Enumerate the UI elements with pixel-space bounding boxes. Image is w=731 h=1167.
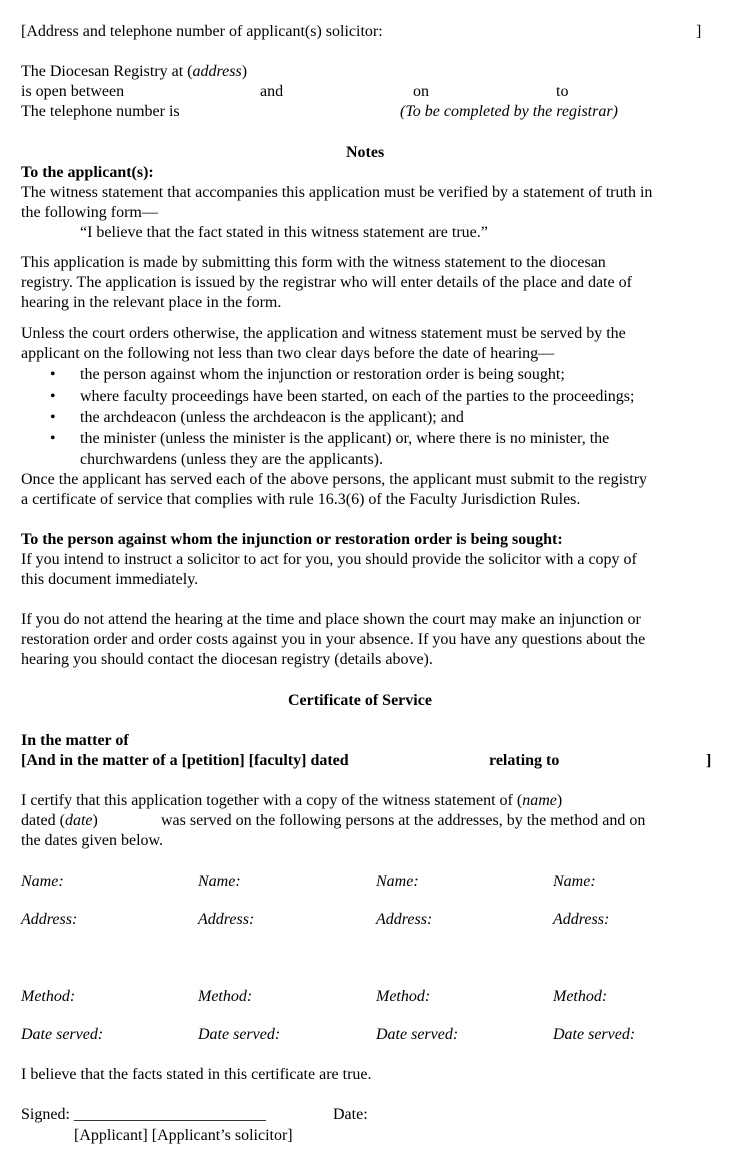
applicant-heading: To the applicant(s): — [21, 164, 154, 181]
statement-of-truth-quote: “I believe that the fact stated in this witness statement are true.” — [80, 224, 488, 241]
certify-line: I certify that this application together with a copy of the witness statement of (name) — [21, 792, 563, 809]
non-attendance-line: hearing you should contact the diocesan registry (details above). — [21, 651, 433, 668]
person-advice-line: If you intend to instruct a solicitor to act for you, you should provide the solicitor with a copy of — [21, 551, 637, 568]
date-served-label: Date served: — [376, 1026, 459, 1043]
application-made-line: registry. The application is issued by the registrar who will enter details of the place and date of — [21, 274, 632, 291]
solicitor-line: [Address and telephone number of applicant(s) solicitor: — [21, 23, 383, 40]
relating-to: relating to — [489, 752, 560, 769]
served-text: was served on the following persons at the addresses, by the method and on — [161, 812, 646, 829]
address-label: Address: — [21, 911, 78, 928]
registry-and: and — [260, 83, 284, 100]
signature-line: Signed: ________________________ — [21, 1106, 266, 1123]
service-requirement-line: applicant on the following not less than two clear days before the date of hearing— — [21, 345, 555, 362]
bullet-icon: • — [50, 366, 56, 383]
matter-close-bracket: ] — [706, 752, 712, 769]
certificate-truth-statement: I believe that the facts stated in this certificate are true. — [21, 1066, 372, 1083]
non-attendance-line: restoration order and order costs against you in your absence. If you have any questions about the — [21, 631, 646, 648]
non-attendance-line: If you do not attend the hearing at the time and place shown the court may make an injunction or — [21, 611, 641, 628]
certificate-requirement-line: Once the applicant has served each of the above persons, the applicant must submit to the registry — [21, 471, 648, 488]
name-label: Name: — [553, 873, 596, 890]
registry-telephone: The telephone number is — [21, 103, 180, 120]
address-label: Address: — [198, 911, 255, 928]
person-advice-line: this document immediately. — [21, 571, 199, 588]
certificate-title: Certificate of Service — [288, 692, 432, 709]
method-label: Method: — [21, 988, 76, 1005]
registry-to: to — [556, 83, 569, 100]
address-label: Address: — [553, 911, 610, 928]
method-label: Method: — [376, 988, 431, 1005]
name-label: Name: — [198, 873, 241, 890]
registry-on: on — [413, 83, 429, 100]
bullet-icon: • — [50, 430, 56, 447]
certificate-requirement-line: a certificate of service that complies with rule 16.3(6) of the Faculty Jurisdiction Rules. — [21, 491, 581, 508]
notes-title: Notes — [346, 144, 385, 161]
witness-text-line: the following form— — [21, 204, 158, 221]
witness-text-line: The witness statement that accompanies this application must be verified by a statement of truth in — [21, 184, 653, 201]
bullet-item: the archdeacon (unless the archdeacon is the applicant); and — [80, 409, 464, 426]
date-label: Date: — [333, 1106, 368, 1123]
date-served-label: Date served: — [21, 1026, 104, 1043]
bullet-item-continuation: churchwardens (unless they are the applicants). — [80, 451, 383, 468]
method-label: Method: — [198, 988, 253, 1005]
address-label: Address: — [376, 911, 433, 928]
certify-line: the dates given below. — [21, 832, 164, 849]
bullet-item: the minister (unless the minister is the applicant) or, where there is no minister, the — [80, 430, 610, 447]
solicitor-close-bracket: ] — [696, 23, 702, 40]
dated-line: dated (date) — [21, 812, 98, 829]
bullet-item: where faculty proceedings have been started, on each of the parties to the proceedings; — [80, 388, 635, 405]
application-made-line: hearing in the relevant place in the form. — [21, 294, 282, 311]
name-label: Name: — [21, 873, 64, 890]
bullet-icon: • — [50, 409, 56, 426]
person-heading: To the person against whom the injunction or restoration order is being sought: — [21, 531, 563, 548]
date-served-label: Date served: — [198, 1026, 281, 1043]
bullet-icon: • — [50, 388, 56, 405]
method-label: Method: — [553, 988, 608, 1005]
date-served-label: Date served: — [553, 1026, 636, 1043]
registry-address-line: The Diocesan Registry at (address) — [21, 63, 248, 80]
matter-and-line: [And in the matter of a [petition] [faculty] dated — [21, 752, 349, 769]
signatory-options: [Applicant] [Applicant’s solicitor] — [74, 1127, 293, 1144]
matter-line: In the matter of — [21, 732, 129, 749]
bullet-item: the person against whom the injunction or restoration order is being sought; — [80, 366, 565, 383]
service-requirement-line: Unless the court orders otherwise, the application and witness statement must be served by the — [21, 325, 626, 342]
registry-open-between: is open between — [21, 83, 125, 100]
registry-completed-by: (To be completed by the registrar) — [400, 103, 618, 120]
name-label: Name: — [376, 873, 419, 890]
application-made-line: This application is made by submitting this form with the witness statement to the diocesan — [21, 254, 606, 271]
